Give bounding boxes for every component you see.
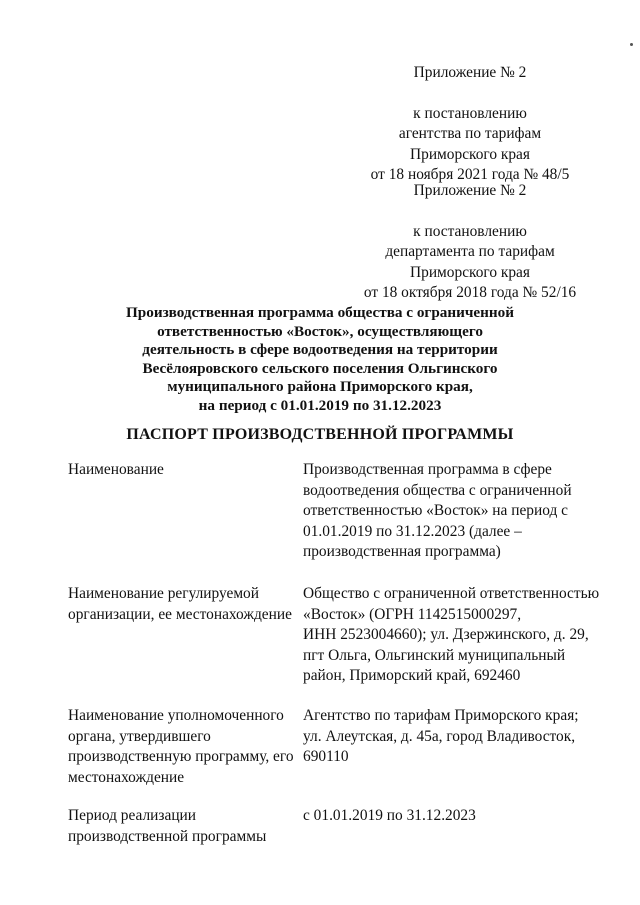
row-label	[68, 806, 296, 847]
passport-title: ПАСПОРТ ПРОИЗВОДСТВЕННОЙ ПРОГРАММЫ	[126, 426, 514, 443]
row-value-line: 690110	[303, 748, 349, 765]
row-value-line: с 01.01.2019 по 31.12.2023	[303, 807, 476, 824]
row-label-line: производственную программу, его	[68, 748, 294, 765]
row-value-line: 01.01.2019 по 31.12.2023 (далее –	[303, 522, 522, 540]
appendix-title: Приложение № 2	[413, 182, 527, 199]
row-label-line: организации, ее местонахождение	[68, 605, 292, 623]
appendix-line: Приморского края	[410, 263, 530, 281]
program-heading-line: на период с 01.01.2019 по 31.12.2023	[198, 396, 442, 414]
row-value-line: ул. Алеутская, д. 45а, город Владивосток,	[303, 727, 576, 745]
appendix-title: Приложение № 2	[413, 64, 527, 81]
row-value	[303, 584, 608, 687]
appendix-line: к постановлению	[413, 104, 527, 122]
row-label	[68, 706, 296, 788]
row-label	[68, 460, 296, 481]
appendix-line: от 18 октября 2018 года № 52/16	[363, 284, 577, 301]
appendix-block-current	[340, 63, 600, 186]
program-heading-line: ответственностью «Восток», осуществляющего	[157, 322, 483, 340]
page-corner-mark	[630, 43, 633, 46]
row-value-line: Производственная программа в сфере	[303, 461, 552, 478]
row-label-line: Наименование	[68, 461, 164, 478]
program-heading	[90, 304, 550, 416]
row-label-line: производственной программы	[68, 827, 267, 845]
row-value-line: водоотведения общества с ограниченной	[303, 481, 572, 499]
row-value-line: производственная программа)	[303, 543, 501, 560]
row-label	[68, 584, 296, 625]
row-value-line: пгт Ольга, Ольгинский муниципальный	[303, 646, 566, 664]
row-label-line: Наименование уполномоченного	[68, 707, 284, 724]
row-label-line: Наименование регулируемой	[68, 585, 259, 602]
row-value-line: «Восток» (ОГРН 1142515000297,	[303, 605, 522, 623]
row-value-line: ИНН 2523004660); ул. Дзержинского, д. 29,	[303, 626, 589, 643]
program-heading-line: деятельность в сфере водоотведения на территории	[142, 341, 498, 359]
row-label-line: Период реализации	[68, 807, 197, 824]
row-label-line: органа, утвердившего	[68, 727, 211, 745]
appendix-line: департамента по тарифам	[385, 243, 555, 260]
row-value	[303, 706, 608, 768]
appendix-line: агентства по тарифам	[398, 125, 542, 142]
appendix-line: Приморского края	[410, 145, 530, 163]
appendix-line: к постановлению	[413, 222, 527, 240]
program-heading-line: муниципального района Приморского края,	[167, 378, 473, 396]
row-value	[303, 460, 608, 563]
row-value-line: Агентство по тарифам Приморского края;	[303, 707, 579, 724]
row-value-line: Общество с ограниченной ответственностью	[303, 585, 600, 602]
row-label-line: местонахождение	[68, 768, 185, 786]
program-heading-line: Производственная программа общества с ограниченной	[125, 304, 515, 321]
row-value	[303, 806, 608, 827]
row-value-line: район, Приморский край, 692460	[303, 667, 521, 684]
appendix-block-original	[340, 181, 600, 304]
program-heading-line: Весёлояровского сельского поселения Ольгинского	[142, 359, 498, 377]
appendix-line: от 18 ноября 2021 года № 48/5	[370, 166, 570, 183]
row-value-line: ответственностью «Восток» на период с	[303, 502, 568, 519]
